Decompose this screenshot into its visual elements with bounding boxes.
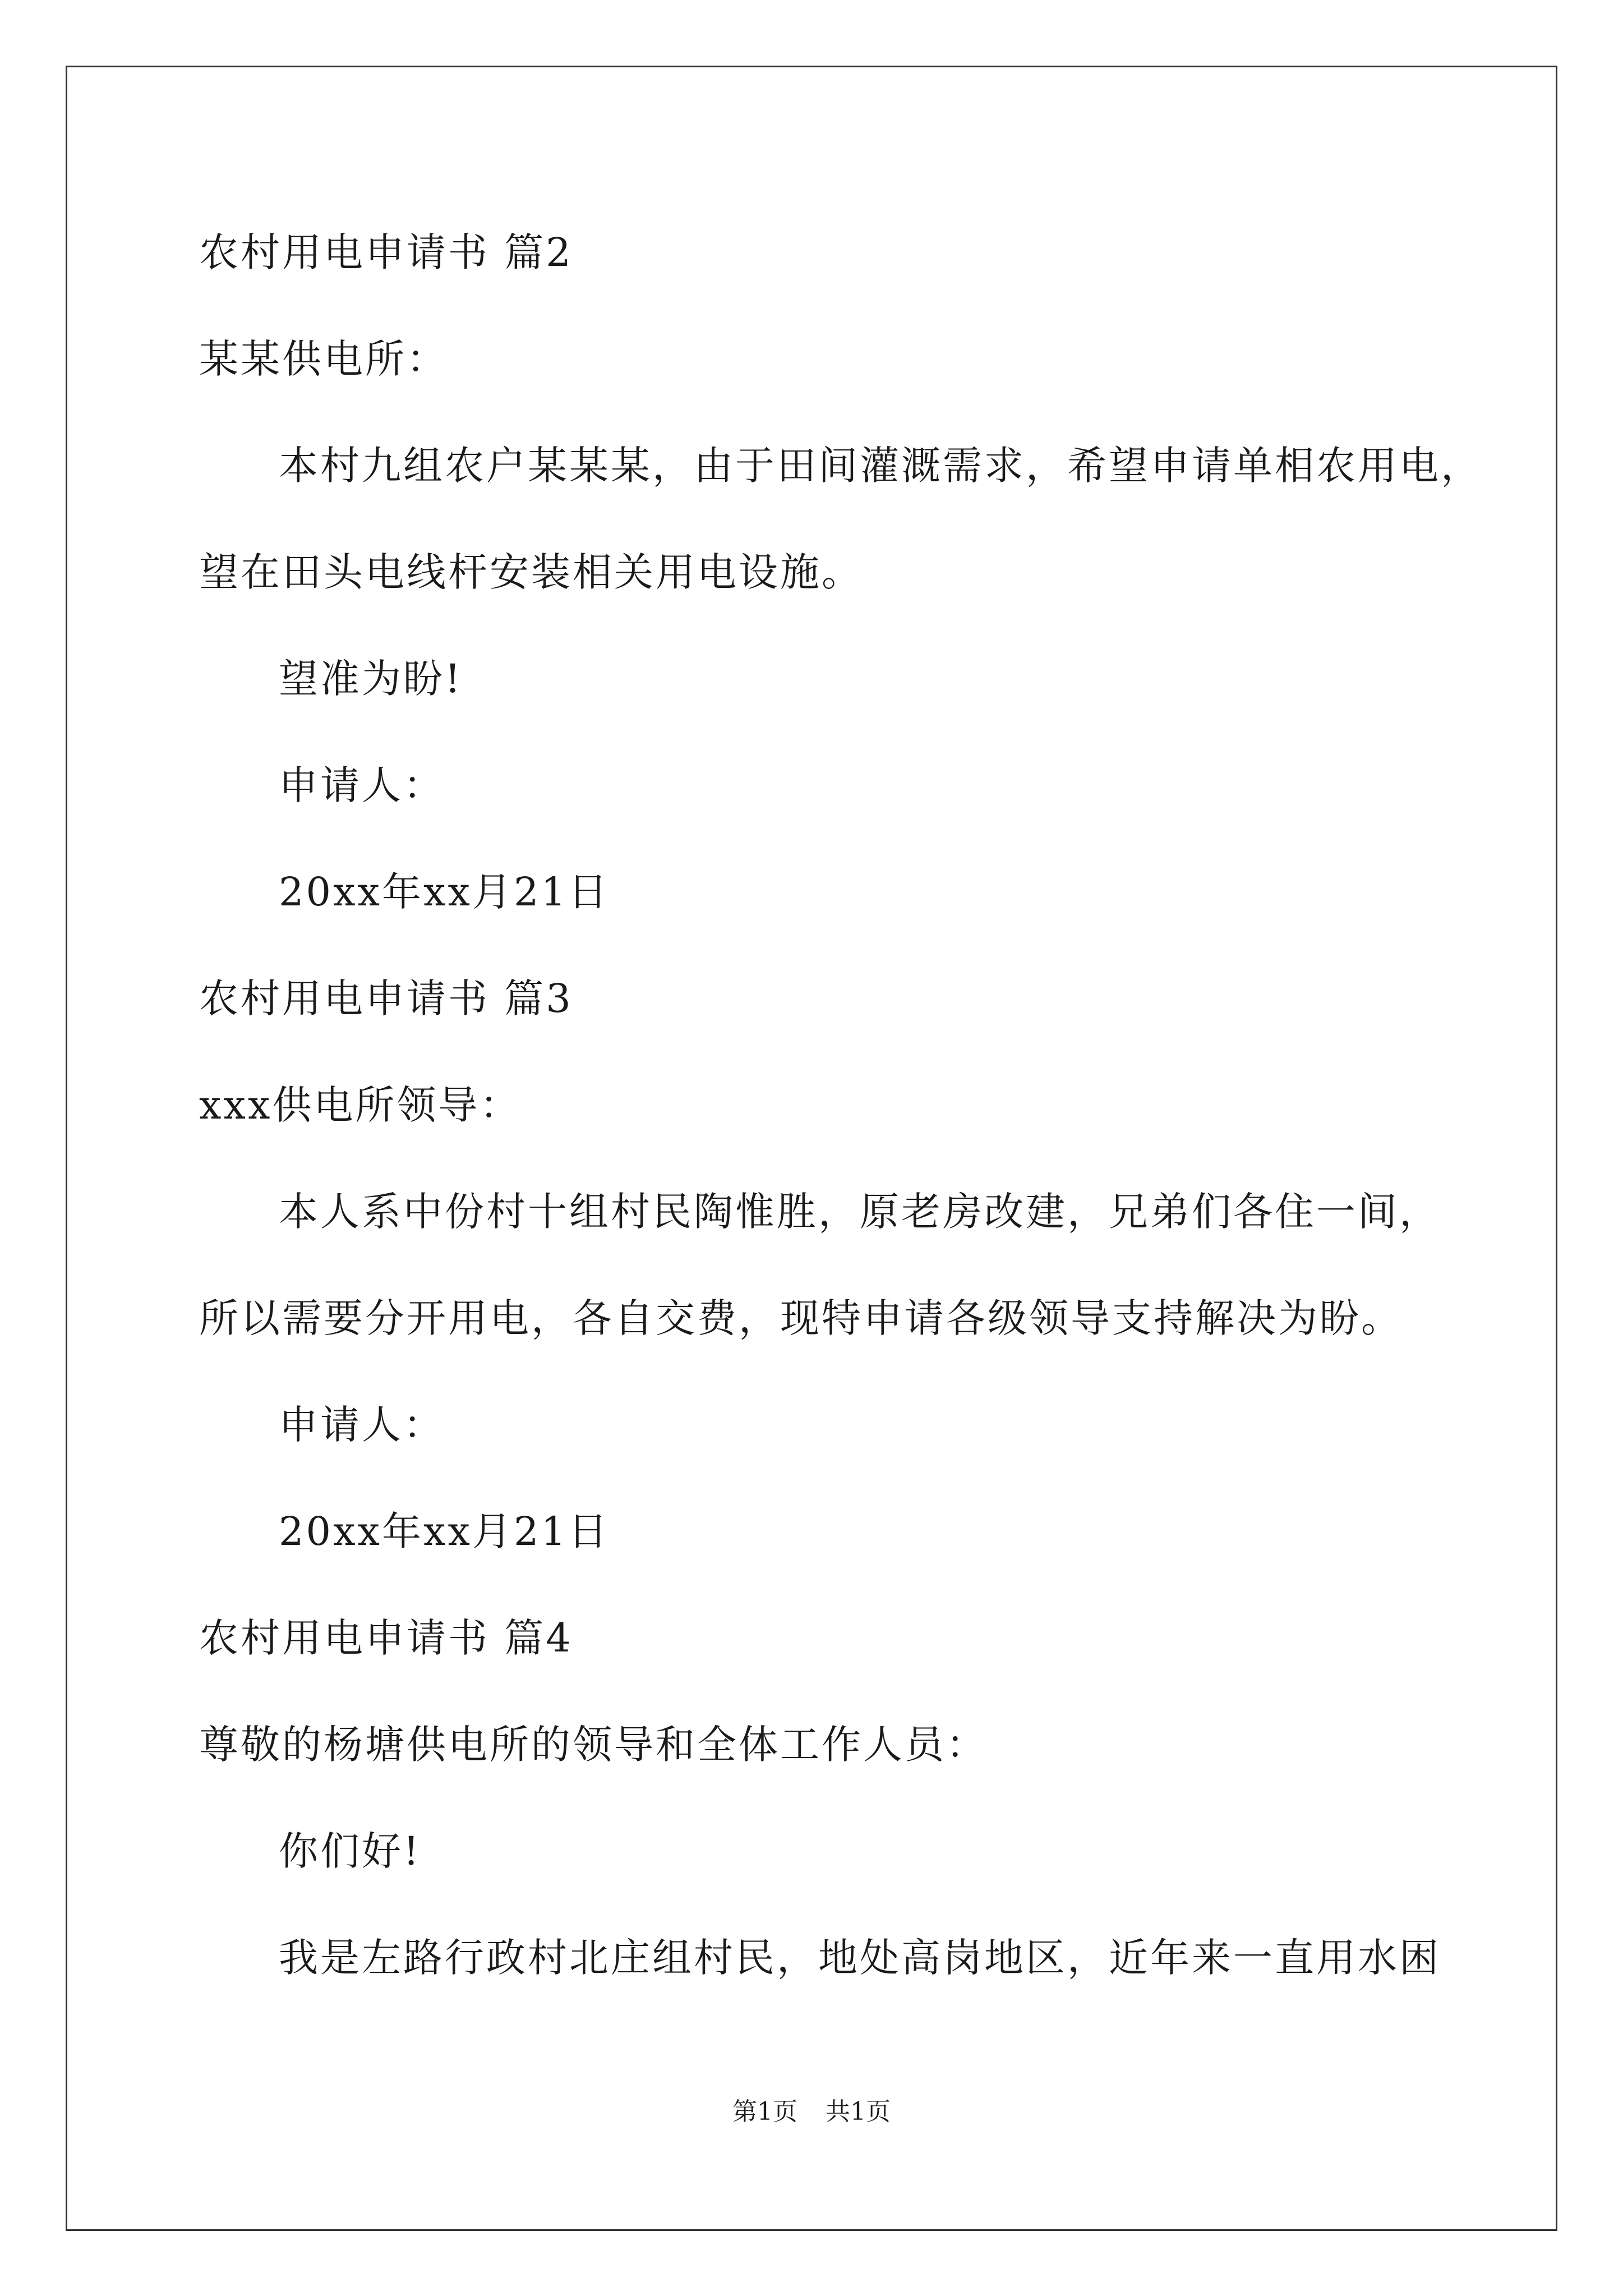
body-paragraph-continuation: 所以需要分开用电，各自交费，现特申请各级领导支持解决为盼。 [199,1295,1403,1341]
salutation: xxx供电所领导： [199,1082,522,1128]
section-heading: 农村用电申请书 篇3 [199,976,573,1022]
body-paragraph: 本村九组农户某某某，由于田间灌溉需求，希望申请单相农用电， [279,443,1482,489]
salutation: 尊敬的杨塘供电所的领导和全体工作人员： [199,1722,988,1768]
applicant-label: 申请人： [279,762,445,808]
body-paragraph: 本人系中份村十组村民陶惟胜，原老房改建，兄弟们各住一间， [279,1189,1441,1235]
page-total: 共1页 [826,2097,891,2126]
body-paragraph-continuation: 望在田头电线杆安装相关用电设施。 [199,549,863,595]
greeting: 你们好! [279,1828,422,1874]
applicant-label: 申请人： [279,1402,445,1448]
date-line: 20xx年xx月21日 [279,869,610,915]
section-heading: 农村用电申请书 篇4 [199,1615,573,1661]
closing-remark: 望准为盼! [279,656,463,702]
salutation: 某某供电所： [199,336,448,382]
page-border [66,66,1557,2231]
page-footer [0,2095,1623,2129]
body-paragraph: 我是左路行政村北庄组村民，地处高岗地区，近年来一直用水困 [279,1935,1441,1981]
section-heading: 农村用电申请书 篇2 [199,229,573,275]
page-number: 第1页 [732,2097,797,2126]
date-line: 20xx年xx月21日 [279,1508,610,1554]
